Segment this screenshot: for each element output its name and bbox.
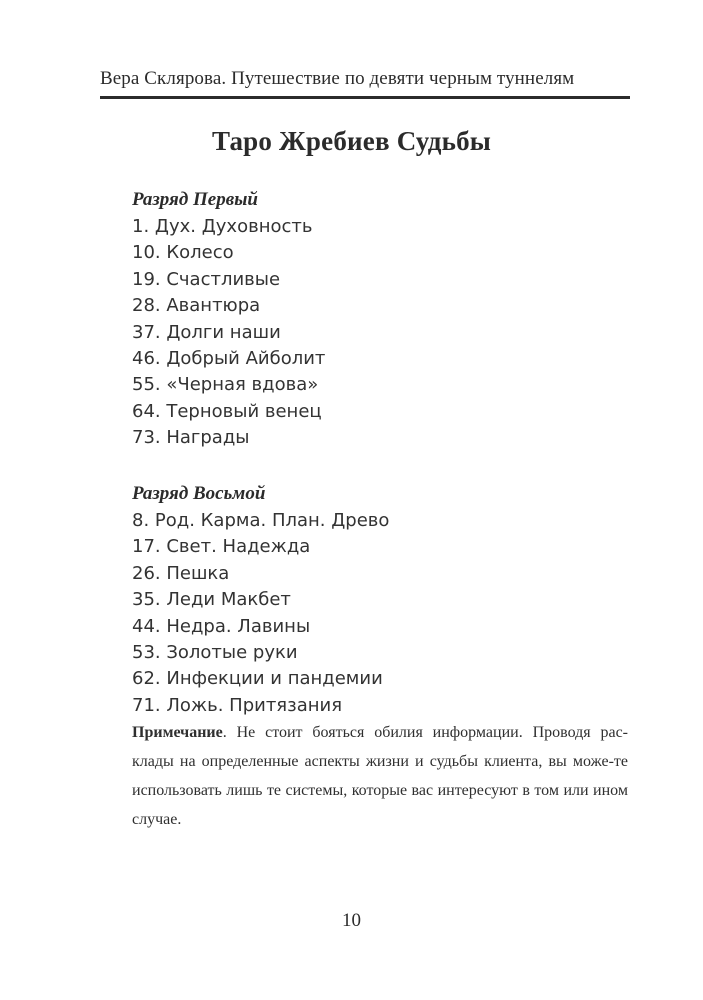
list-item: 19. Счастливые — [132, 268, 281, 290]
section-heading: Разряд Восьмой — [132, 483, 266, 504]
list-item: 35. Леди Макбет — [132, 589, 291, 611]
section-heading: Разряд Первый — [132, 189, 258, 210]
list-item: 17. Свет. Надежда — [132, 536, 311, 558]
list-item: 53. Золотые руки — [132, 641, 298, 663]
page-number: 10 — [342, 910, 361, 931]
list-item: 55. «Черная вдова» — [132, 374, 319, 396]
running-header: Вера Склярова. Путешествие по девяти черным туннелям — [100, 68, 575, 89]
list-item: 1. Дух. Духовность — [132, 216, 313, 237]
list-item: 26. Пешка — [132, 562, 230, 584]
section-first-rank — [132, 186, 612, 452]
list-item: 8. Род. Карма. План. Древо — [132, 510, 390, 531]
note-paragraph — [132, 718, 628, 834]
list-item: 28. Авантюра — [132, 295, 261, 317]
list-item: 44. Недра. Лавины — [132, 615, 311, 637]
list-item: 10. Колесо — [132, 242, 234, 264]
note-label: Примечание — [132, 724, 223, 741]
note-text: . Не стоит бояться обилия информации. Проводя рас-клады на определенные аспекты жизни и судьбы клиента, вы може-те использовать лишь те системы, которые вас интересуют в том или ином случае. — [132, 724, 628, 828]
section-eighth-rank — [132, 480, 612, 719]
page-title: Таро Жребиев Судьбы — [211, 126, 492, 156]
list-item: 64. Терновый венец — [132, 400, 322, 422]
list-item: 71. Ложь. Притязания — [132, 694, 343, 716]
list-item: 62. Инфекции и пандемии — [132, 668, 383, 690]
card-list — [132, 508, 612, 719]
list-item: 73. Награды — [132, 427, 250, 449]
header-rule — [100, 96, 630, 99]
list-item: 46. Добрый Айболит — [132, 347, 326, 369]
list-item: 37. Долги наши — [132, 321, 281, 343]
card-list — [132, 214, 612, 452]
